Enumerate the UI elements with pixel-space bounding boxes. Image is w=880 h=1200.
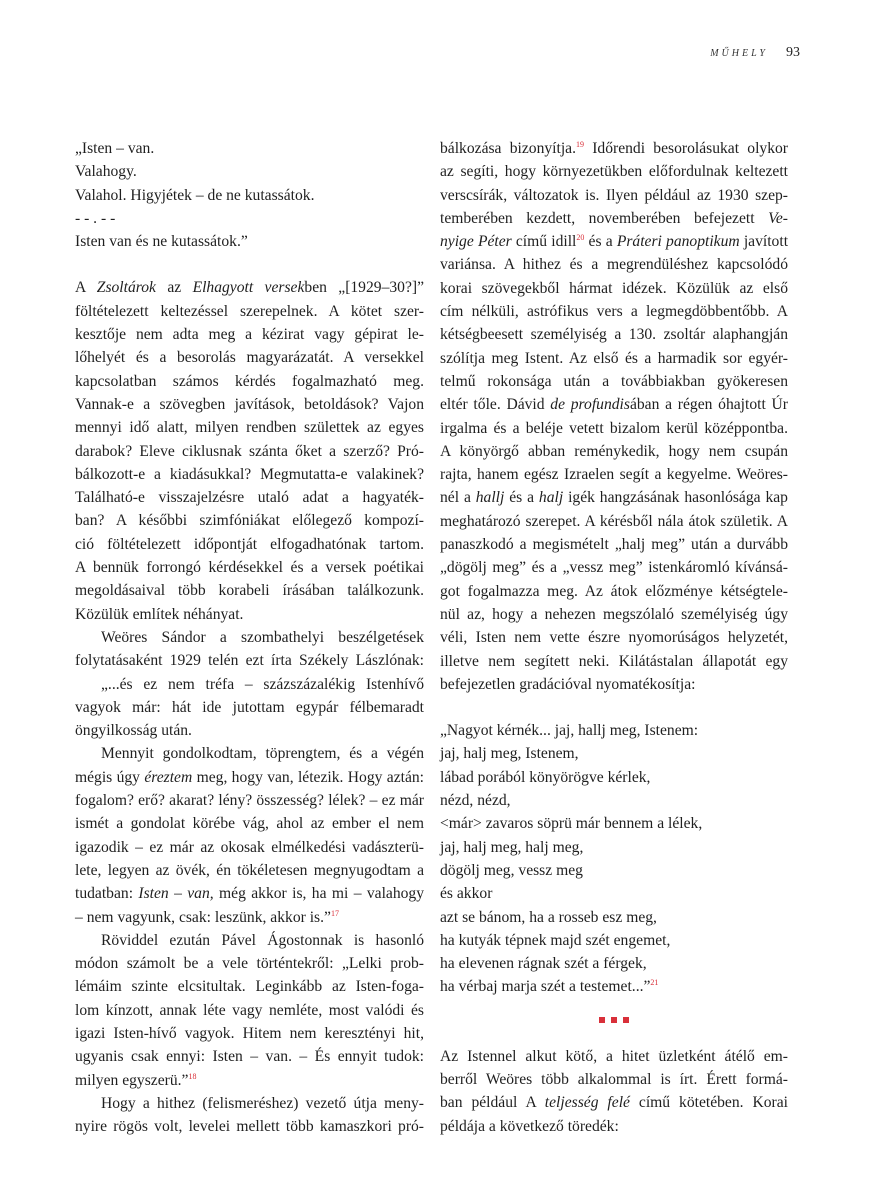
text-line: öngyilkosság után. (75, 722, 192, 740)
text-line: nül az, hogy a nehezen megszólaló személyiség úgy (440, 605, 788, 623)
poem-line: lábad porából könyörögve kérlek, (440, 768, 651, 786)
paragraph (75, 929, 424, 1092)
text-line: az segíti, hogy környezetükben előfordulnak keltezett (440, 163, 788, 181)
footnote-ref[interactable]: 19 (575, 139, 584, 149)
text-line: darabok? Eleve ciklusnak szánta őket a szerző? Pró- (75, 442, 424, 460)
text-line: verscsírák, változatok is. Ilyen például az 1930 szep- (440, 186, 788, 204)
paragraph (75, 1092, 424, 1139)
text-line: „...és ez nem tréfa – százszázalékig Istenhívő (101, 675, 424, 693)
text-line: ugyanis csak ennyi: Isten – van. – És ennyit tudok: (75, 1048, 424, 1066)
footnote-ref[interactable]: 18 (188, 1071, 197, 1081)
text-line: ban? A későbbi szimfóniákat előlegező kompozí- (75, 512, 424, 530)
text-line: Található-e visszajelzésre utaló adat a hagyaték- (75, 489, 424, 507)
text-line: irgalma és a beléje vetett bizalom kerül középpontba. (440, 419, 788, 437)
text-line: mennyi idő alatt, milyen rendben születtek az egyes (75, 419, 424, 437)
text-line: korai szövegekből hármat idézek. Közülük az első (440, 279, 788, 297)
work-title: nyige Péter (440, 233, 512, 251)
block-quote (75, 673, 424, 743)
text-line: Hogy a hithez (felismeréshez) vezető útja meny- (101, 1094, 424, 1112)
text-line: A Zsoltárok az Elhagyott versekben „[1929–30?]” (75, 279, 424, 297)
footnote-ref[interactable]: 20 (576, 233, 585, 242)
poem-line: nézd, nézd, (440, 792, 511, 810)
text-line: rajta, hanem egész Izraelen segít a kegyelme. Weöres- (440, 466, 788, 484)
text-line: vagyok már: hát ide jutottam egypár félbemaradt (75, 698, 424, 716)
text-line: cím nélküli, astrófikus vers a legmegdöbbentőbb. A (440, 303, 788, 321)
paragraph (440, 1045, 788, 1138)
emphasis: hallj (475, 489, 505, 507)
text-line: mégis úgy éreztem meg, hogy van, létezik. Hogy aztán: (75, 768, 424, 786)
running-header (710, 45, 800, 61)
text-line: „dögölj meg” és a „vessz meg” istenkáromló kívánsá- (440, 559, 788, 577)
text-line: illetve nem segített neki. Kilátástalan állapotát egy (440, 652, 788, 670)
text-line: lőhelyét és a besorolás magyarázatát. A versekkel (75, 349, 424, 367)
text-line: meghatározó szerepet. A kérésből nála átok születik. A (440, 512, 788, 530)
poem-line: dögölj meg, vessz meg (440, 861, 583, 879)
paragraph (440, 137, 788, 696)
text-line: temberében kezdett, novemberében befejezett Ve- (440, 209, 788, 227)
text-line: got fogalmazza meg. Az átok előzménye kétségtele- (440, 582, 788, 600)
text-line: lémáim szinte elcsitultak. Leginkább az Isten-foga- (75, 978, 424, 996)
emphasis: Isten – van, (138, 885, 214, 903)
poem-quote (440, 719, 788, 999)
text-line: eltér tőle. Dávid de profundisában a régen óhajtott Úr (440, 396, 788, 414)
poem-line: jaj, halj meg, halj meg, (440, 838, 584, 856)
poem-line: ha vérbaj marja szét a testemet...”$^{21}$ (440, 978, 659, 996)
work-title: Zsoltárok (96, 279, 156, 297)
separator-square-icon (623, 1017, 629, 1023)
text-line: lom kínzott, annak léte vagy nemléte, most valódi és (75, 1001, 424, 1019)
opening-quote (75, 137, 424, 253)
poem-line: azt se bánom, ha a rosseb esz meg, (440, 908, 657, 926)
text-line: föltételezett keltezéssel szerepelnek. A kötet szer- (75, 302, 424, 320)
text-line: panaszkodó a megismételt „halj meg” után a durvább (440, 536, 788, 554)
separator-square-icon (599, 1017, 605, 1023)
quote-line: Valahol. Higyjétek – de ne kutassátok. (75, 186, 315, 204)
text-line: A könyörgő abban reménykedik, hogy nem csupán (440, 442, 788, 460)
text-line: bálkozása bizonyítja.$^{19}$ Időrendi besorolásukat olykor (440, 139, 788, 157)
footnote-ref[interactable]: 21 (650, 978, 659, 988)
text-line: példája a következő töredék: (440, 1117, 619, 1135)
text-line: Mennyit gondolkodtam, töprengtem, és a végén (101, 745, 424, 763)
separator-square-icon (611, 1017, 617, 1023)
footnote-ref[interactable]: 17 (330, 908, 339, 918)
section-name: MŰHELY (710, 48, 768, 59)
text-line: igazodik – ez már az okosak elmélkedési vadászterü- (75, 838, 424, 856)
emphasis: de profundis (550, 396, 630, 414)
text-line: kesztője nem adta meg a kézirat vagy gépirat le- (75, 326, 424, 344)
text-line: nyire rögös volt, levelei mellett több kamaszkori pró- (75, 1118, 424, 1136)
emphasis: éreztem (144, 768, 193, 786)
text-line: véli, Isten nem vette észre nyomorúságos helyzetét, (440, 629, 788, 647)
text-line: telmű rokonsága után a továbbiakban gyökeresen (440, 372, 788, 390)
text-line: befejezetlen gradációval nyomatékosítja: (440, 675, 696, 693)
text-line: – nem vagyunk, csak: leszünk, akkor is.”$^{17}$ (75, 908, 339, 926)
right-column (440, 137, 788, 1138)
text-line: Közülük említek néhányat. (75, 605, 244, 623)
text-line: variánsa. A hithez és a megrendüléshez kapcsolódó (440, 256, 788, 274)
poem-line: jaj, halj meg, Istenem, (440, 745, 579, 763)
text-line: Weöres Sándor a szombathelyi beszélgetések (101, 628, 424, 646)
text-line: bálkozott-e a kiadásukkal? Megmutatta-e valakinek? (75, 465, 424, 483)
text-line: lete, legyen az övék, én tökéletesen megnyugodtam a (75, 861, 424, 879)
text-line: A bennük forrongó kérdésekkel és a versek poétikai (75, 559, 424, 577)
work-title: Ve- (768, 209, 788, 227)
text-line: nél a hallj és a halj igék hangzásának hasonlósága kap (440, 489, 788, 507)
text-line: kapcsolatban számos kérdés fogalmazható meg. (75, 372, 424, 390)
quote-line: „Isten – van. (75, 140, 155, 157)
left-column (75, 137, 424, 1138)
quote-line: Isten van és ne kutassátok.” (75, 233, 248, 251)
quote-line: Valahogy. (75, 163, 137, 181)
text-line: módon számolt be a vele történtekről: „Lelki prob- (75, 955, 424, 973)
work-title: teljesség felé (544, 1094, 630, 1112)
paragraph (75, 276, 424, 625)
poem-line: ha kutyák tépnek majd szét engemet, (440, 931, 671, 949)
text-line: ció föltételezett időpontját elfogadhatónak tartom. (75, 535, 424, 553)
poem-line: ha elevenen rágnak szét a férgek, (440, 955, 647, 973)
page-number: 93 (786, 45, 800, 60)
work-title: Elhagyott versek (192, 279, 305, 297)
text-line: folytatásaként 1929 telén ezt írta Székely Lászlónak: (75, 652, 424, 670)
text-line: ban például A teljesség felé című kötetében. Korai (440, 1094, 788, 1112)
quote-line: - - . - - (75, 209, 116, 227)
emphasis: halj (538, 489, 564, 507)
text-line: milyen egyszerü.”$^{18}$ (75, 1071, 197, 1089)
text-line: igazi Isten-hívő vagyok. Hitem nem keresztényi hit, (75, 1024, 424, 1042)
text-line: ismét a gondolat körébe vág, ahol az ember el nem (75, 815, 424, 833)
poem-line: és akkor (440, 885, 493, 903)
poem-line: <már> zavaros söprü már bennem a lélek, (440, 815, 703, 833)
text-line: fogalom? erő? akarat? lény? összesség? lélek? – ez már (75, 792, 424, 810)
text-line: kétségbeesett személyiség a 130. zsoltár alaphangján (440, 326, 788, 344)
text-line: tudatban: Isten – van, még akkor is, ha mi – valahogy (75, 885, 425, 903)
text-line: szólítja meg Istent. Az első és a harmadik sor egyér- (440, 349, 788, 367)
work-title: Práteri panoptikum (616, 233, 740, 251)
text-line: Vannak-e a szövegben javítások, betoldások? Vajon (75, 395, 424, 413)
poem-line: „Nagyot kérnék... jaj, hallj meg, Istenem: (440, 722, 699, 740)
block-quote (75, 742, 424, 928)
text-line: berről Weöres több alkalommal is írt. Érett formá- (440, 1070, 788, 1088)
text-line: nyige Péter című idill$^{20}$ és a Práteri panoptikum javított (440, 233, 789, 251)
text-line: megoldásaival több korabeli írásában találkozunk. (75, 582, 424, 600)
text-line: Röviddel ezután Pável Ágostonnak is hasonló (101, 931, 424, 949)
section-separator (440, 1017, 788, 1023)
paragraph (75, 626, 424, 673)
text-line: Az Istennel alkut kötő, a hitet üzletként átélő em- (440, 1047, 788, 1065)
